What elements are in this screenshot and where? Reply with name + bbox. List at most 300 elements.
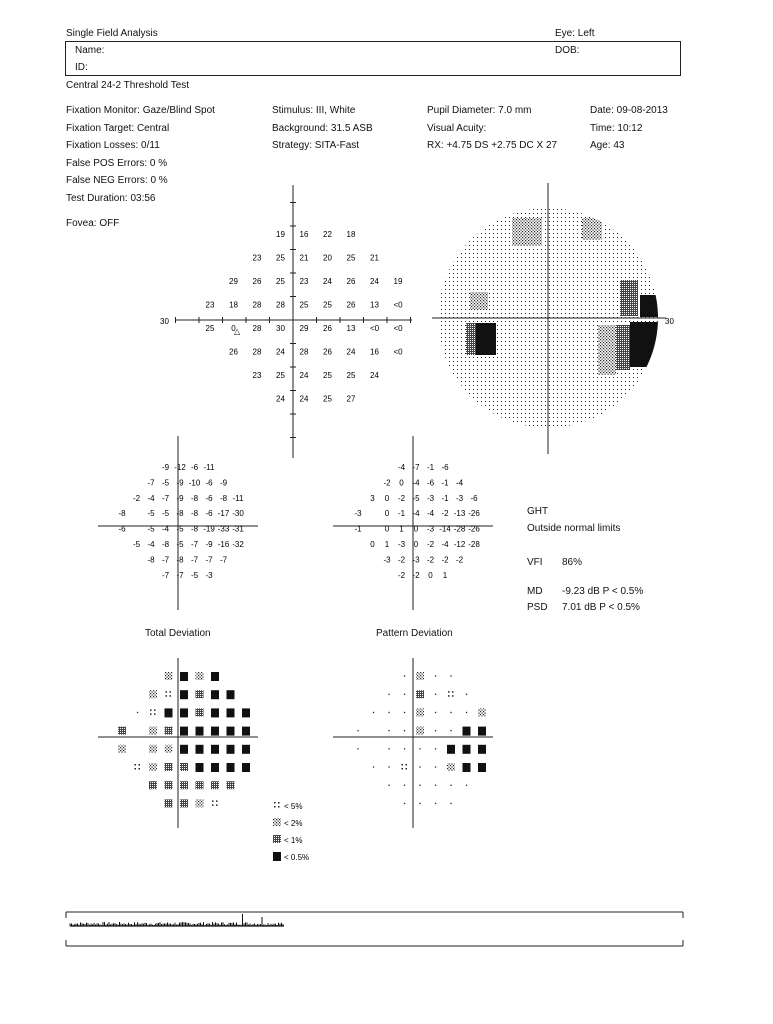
total-deviation-value: -12 bbox=[174, 463, 186, 472]
pattern-deviation-value: -5 bbox=[412, 493, 420, 503]
prob-symbol-m5 bbox=[274, 802, 280, 808]
prob-symbol-b bbox=[227, 690, 235, 699]
pattern-deviation-value: -1 bbox=[397, 509, 406, 519]
prob-symbol-m2 bbox=[416, 672, 424, 680]
threshold-value: <0 bbox=[393, 324, 403, 333]
prob-symbol-n bbox=[404, 712, 405, 713]
prob-symbol-m1 bbox=[165, 799, 173, 807]
total-deviation-value: -8 bbox=[176, 555, 184, 565]
pattern-deviation-value: 0 bbox=[384, 524, 390, 534]
threshold-value: 20 bbox=[323, 253, 332, 263]
pattern-deviation-value: -28 bbox=[468, 540, 480, 549]
prob-symbol-b bbox=[180, 708, 188, 717]
threshold-value: 18 bbox=[346, 230, 356, 239]
total-deviation-value: -4 bbox=[147, 540, 155, 549]
pattern-deviation-value: -1 bbox=[441, 478, 449, 488]
pattern-deviation-value: -4 bbox=[455, 478, 464, 488]
info-col1-1: Fixation Target: Central bbox=[66, 122, 170, 134]
pattern-deviation-value: -3 bbox=[354, 509, 362, 519]
threshold-value: 24 bbox=[370, 277, 379, 286]
pattern-deviation-value: -4 bbox=[397, 463, 406, 472]
prob-symbol-m1 bbox=[149, 781, 157, 789]
total-deviation-value: -5 bbox=[176, 524, 184, 534]
prob-symbol-n bbox=[450, 803, 451, 804]
pattern-deviation-value: -3 bbox=[426, 524, 435, 534]
prob-symbol-n bbox=[373, 712, 374, 713]
dob-label: DOB: bbox=[555, 45, 580, 56]
total-deviation-value: -8 bbox=[190, 509, 199, 519]
prob-symbol-b bbox=[180, 727, 188, 736]
pattern-deviation-value: -3 bbox=[426, 493, 435, 503]
info-col3-0: Pupil Diameter: 7.0 mm bbox=[427, 105, 532, 116]
prob-symbol-n bbox=[435, 748, 436, 749]
threshold-value: 25 bbox=[299, 300, 309, 310]
threshold-value: 25 bbox=[276, 253, 285, 263]
threshold-value: 24 bbox=[276, 394, 285, 404]
threshold-value: 13 bbox=[346, 324, 356, 333]
prob-symbol-n bbox=[435, 766, 436, 767]
threshold-value: 25 bbox=[323, 300, 332, 310]
threshold-value: 25 bbox=[323, 371, 332, 380]
report-title: Single Field Analysis bbox=[66, 28, 158, 39]
total-deviation-value: -11 bbox=[203, 463, 215, 472]
prob-symbol-m2 bbox=[416, 708, 424, 716]
pattern-deviation-value: -2 bbox=[426, 555, 435, 565]
pattern-deviation-value: 0 bbox=[413, 540, 419, 549]
threshold-value: 23 bbox=[205, 300, 215, 310]
info-col4-0: Date: 09-08-2013 bbox=[590, 105, 668, 116]
threshold-value: 0 bbox=[231, 324, 236, 333]
threshold-value: 16 bbox=[370, 347, 379, 357]
total-deviation-value: -17 bbox=[217, 509, 230, 519]
info-col2-1: Background: 31.5 ASB bbox=[272, 122, 373, 134]
prob-symbol-n bbox=[450, 675, 451, 676]
threshold-value: 13 bbox=[370, 300, 379, 310]
total-deviation-value: -5 bbox=[147, 509, 155, 519]
threshold-value: 22 bbox=[323, 230, 332, 239]
prob-symbol-m2 bbox=[478, 708, 486, 716]
threshold-value: 24 bbox=[370, 371, 379, 380]
total-deviation-value: -6 bbox=[205, 493, 213, 503]
threshold-value: 28 bbox=[299, 347, 309, 357]
pattern-deviation-value: -2 bbox=[397, 493, 406, 503]
threshold-value: 24 bbox=[276, 347, 285, 357]
prob-symbol-b bbox=[242, 727, 250, 736]
info-col4-2: Age: 43 bbox=[590, 140, 625, 151]
total-deviation-value: -8 bbox=[190, 493, 199, 503]
total-deviation-value: -8 bbox=[118, 509, 126, 519]
info-col3-2: RX: +4.75 DS +2.75 DC X 27 bbox=[427, 140, 558, 151]
prob-symbol-n bbox=[137, 712, 138, 713]
prob-symbol-m1 bbox=[180, 799, 188, 807]
prob-symbol-n bbox=[357, 748, 358, 749]
prob-symbol-n bbox=[466, 785, 467, 786]
prob-symbol-m5 bbox=[135, 764, 141, 770]
pattern-deviation-value: -26 bbox=[468, 524, 480, 534]
prob-symbol-m2 bbox=[273, 818, 281, 826]
info-col1-3: False POS Errors: 0 % bbox=[66, 157, 168, 169]
prob-symbol-m1 bbox=[211, 781, 219, 789]
prob-symbol-n bbox=[466, 712, 467, 713]
prob-symbol-m1 bbox=[196, 708, 204, 716]
pattern-deviation-value: -4 bbox=[426, 509, 435, 519]
total-deviation-value: -6 bbox=[190, 463, 199, 472]
prob-symbol-b bbox=[447, 745, 455, 754]
total-deviation-value: -9 bbox=[205, 540, 213, 549]
prob-symbol-n bbox=[404, 730, 405, 731]
total-deviation-value: -7 bbox=[190, 555, 199, 565]
threshold-value: 30 bbox=[276, 324, 285, 333]
pattern-deviation-value: -13 bbox=[453, 509, 466, 519]
gaze-trace bbox=[70, 914, 284, 926]
threshold-value: 21 bbox=[299, 253, 309, 263]
prob-symbol-m1 bbox=[118, 727, 126, 735]
prob-symbol-n bbox=[388, 748, 389, 749]
pattern-deviation-value: 3 bbox=[370, 493, 375, 503]
pattern-deviation-value: 0 bbox=[399, 478, 404, 488]
threshold-value: 25 bbox=[346, 253, 356, 263]
prob-symbol-n bbox=[388, 730, 389, 731]
pattern-deviation-value: -28 bbox=[453, 524, 466, 534]
blind-spot-marker: △ bbox=[234, 327, 241, 336]
total-deviation-value: -5 bbox=[176, 540, 184, 549]
prob-symbol-b bbox=[227, 763, 235, 772]
pattern-deviation-value: -2 bbox=[441, 555, 449, 565]
prob-symbol-b bbox=[211, 690, 219, 699]
prob-symbol-b bbox=[273, 852, 281, 861]
pattern-deviation-value: -2 bbox=[426, 540, 435, 549]
axis-label-left: 30 bbox=[160, 317, 169, 326]
total-deviation-value: -7 bbox=[147, 478, 155, 488]
prob-symbol-m5 bbox=[212, 800, 218, 806]
prob-symbol-m1 bbox=[416, 690, 424, 698]
id-label: ID: bbox=[75, 62, 88, 73]
pattern-deviation-value: -1 bbox=[354, 524, 362, 534]
threshold-value: 26 bbox=[252, 277, 262, 286]
threshold-value: 24 bbox=[323, 277, 332, 286]
total-deviation-value: -7 bbox=[161, 493, 170, 503]
threshold-value: 19 bbox=[393, 277, 403, 286]
prob-symbol-n bbox=[435, 694, 436, 695]
threshold-value: 23 bbox=[299, 277, 309, 286]
pattern-deviation-value: 1 bbox=[384, 540, 390, 549]
prob-symbol-b bbox=[478, 745, 486, 754]
prob-symbol-b bbox=[242, 708, 250, 717]
prob-symbol-b bbox=[463, 745, 471, 754]
pattern-deviation-value: -3 bbox=[383, 555, 391, 565]
prob-symbol-n bbox=[419, 785, 420, 786]
threshold-value: 21 bbox=[370, 253, 379, 263]
threshold-value: 24 bbox=[346, 347, 356, 357]
pattern-deviation-value: -3 bbox=[412, 555, 420, 565]
total-deviation-value: -19 bbox=[203, 524, 215, 534]
threshold-value: 26 bbox=[323, 324, 332, 333]
prob-symbol-m2 bbox=[416, 727, 424, 735]
total-deviation-value: -7 bbox=[161, 570, 170, 580]
pattern-deviation-value: -1 bbox=[426, 463, 435, 472]
prob-symbol-n bbox=[435, 730, 436, 731]
total-deviation-value: -8 bbox=[147, 555, 155, 565]
total-deviation-value: -16 bbox=[217, 540, 230, 549]
prob-symbol-b bbox=[463, 763, 471, 772]
prob-symbol-b bbox=[478, 763, 486, 772]
total-deviation-value: -5 bbox=[132, 540, 141, 549]
prob-symbol-b bbox=[211, 708, 219, 717]
prob-symbol-b bbox=[242, 745, 250, 754]
prob-symbol-n bbox=[435, 712, 436, 713]
prob-symbol-n bbox=[466, 694, 467, 695]
prob-symbol-n bbox=[450, 712, 451, 713]
pattern-deviation-value: 0 bbox=[384, 493, 390, 503]
prob-symbol-m1 bbox=[165, 727, 173, 735]
prob-symbol-m5 bbox=[166, 691, 172, 697]
md-value: -9.23 dB P < 0.5% bbox=[562, 586, 644, 597]
total-deviation-value: -6 bbox=[205, 509, 213, 519]
prob-symbol-b bbox=[165, 708, 173, 717]
psd-label: PSD bbox=[527, 602, 548, 613]
threshold-value: 26 bbox=[229, 347, 238, 357]
prob-symbol-n bbox=[388, 766, 389, 767]
info-col2-2: Strategy: SITA-Fast bbox=[272, 140, 360, 151]
ght-value: Outside normal limits bbox=[527, 523, 621, 534]
threshold-value: <0 bbox=[393, 347, 403, 357]
pattern-deviation-value: -2 bbox=[455, 555, 464, 565]
total-deviation-value: -30 bbox=[232, 509, 244, 519]
pattern-deviation-value: -4 bbox=[441, 540, 449, 549]
prob-symbol-b bbox=[227, 727, 235, 736]
threshold-value: 26 bbox=[346, 300, 356, 310]
threshold-value: 19 bbox=[276, 230, 285, 239]
prob-symbol-b bbox=[211, 672, 219, 681]
threshold-value: 26 bbox=[346, 277, 356, 286]
threshold-value: 27 bbox=[346, 394, 356, 404]
prob-symbol-b bbox=[227, 745, 235, 754]
prob-symbol-b bbox=[180, 745, 188, 754]
total-deviation-value: -8 bbox=[190, 524, 199, 534]
total-deviation-value: -6 bbox=[118, 524, 126, 534]
prob-symbol-b bbox=[211, 763, 219, 772]
total-deviation-value: -9 bbox=[219, 478, 228, 488]
prob-symbol-m2 bbox=[165, 745, 173, 753]
total-deviation-value: -8 bbox=[176, 509, 184, 519]
prob-symbol-m2 bbox=[196, 672, 204, 680]
total-deviation-value: -5 bbox=[190, 570, 199, 580]
total-deviation-value: -7 bbox=[176, 570, 184, 580]
pattern-deviation-value: 0 bbox=[413, 524, 419, 534]
threshold-value: <0 bbox=[369, 324, 380, 333]
pattern-deviation-value: 1 bbox=[442, 570, 448, 580]
total-deviation-value: -7 bbox=[219, 555, 228, 565]
threshold-value: 16 bbox=[299, 230, 309, 239]
threshold-value: 18 bbox=[229, 300, 238, 310]
prob-symbol-m5 bbox=[448, 691, 454, 697]
legend-label-0: < 5% bbox=[284, 802, 303, 811]
prob-symbol-b bbox=[196, 727, 204, 736]
prob-symbol-m5 bbox=[150, 709, 156, 715]
prob-symbol-n bbox=[435, 785, 436, 786]
pattern-deviation-value: -2 bbox=[397, 555, 406, 565]
total-deviation-value: -32 bbox=[232, 540, 244, 549]
pattern-deviation-value: -6 bbox=[426, 478, 435, 488]
total-deviation-value: -6 bbox=[205, 478, 213, 488]
total-deviation-value: -5 bbox=[147, 524, 155, 534]
grayscale-map bbox=[432, 183, 666, 454]
total-deviation-value: -10 bbox=[188, 478, 201, 488]
prob-symbol-n bbox=[404, 803, 405, 804]
pattern-deviation-value: -2 bbox=[412, 570, 420, 580]
threshold-value: 28 bbox=[252, 324, 262, 333]
pattern-deviation-value: -26 bbox=[468, 509, 480, 519]
prob-symbol-m5 bbox=[402, 764, 408, 770]
pattern-deviation-value: 0 bbox=[428, 570, 433, 580]
total-deviation-title: Total Deviation bbox=[145, 628, 211, 639]
vfi-value: 86% bbox=[562, 557, 583, 568]
prob-symbol-m2 bbox=[165, 672, 173, 680]
pattern-deviation-value: -3 bbox=[455, 493, 464, 503]
threshold-value: 23 bbox=[252, 253, 262, 263]
prob-symbol-n bbox=[357, 730, 358, 731]
total-deviation-value: -5 bbox=[161, 509, 170, 519]
threshold-value: 23 bbox=[252, 371, 262, 380]
threshold-value: 28 bbox=[276, 300, 285, 310]
prob-symbol-m1 bbox=[227, 781, 235, 789]
threshold-value: 28 bbox=[252, 347, 262, 357]
prob-symbol-b bbox=[478, 727, 486, 736]
threshold-value: 26 bbox=[323, 347, 332, 357]
pattern-deviation-value: -12 bbox=[453, 540, 466, 549]
prob-symbol-n bbox=[388, 712, 389, 713]
pattern-deviation-value: -4 bbox=[412, 509, 420, 519]
prob-symbol-n bbox=[450, 785, 451, 786]
gaze-tracking-box bbox=[66, 912, 683, 946]
total-deviation-value: -4 bbox=[147, 493, 155, 503]
prob-symbol-b bbox=[196, 763, 204, 772]
prob-symbol-b bbox=[196, 745, 204, 754]
prob-symbol-m1 bbox=[273, 835, 281, 843]
prob-symbol-b bbox=[211, 745, 219, 754]
info-col2-0: Stimulus: III, White bbox=[272, 105, 356, 116]
prob-symbol-m2 bbox=[447, 763, 455, 771]
pattern-deviation-value: -14 bbox=[439, 524, 451, 534]
total-deviation-value: -2 bbox=[132, 493, 141, 503]
prob-symbol-n bbox=[404, 785, 405, 786]
pattern-deviation-value: -6 bbox=[441, 463, 449, 472]
prob-symbol-m1 bbox=[180, 763, 188, 771]
total-deviation-value: -8 bbox=[219, 493, 228, 503]
prob-symbol-b bbox=[463, 727, 471, 736]
prob-symbol-m2 bbox=[149, 727, 157, 735]
pattern-deviation-value: 0 bbox=[384, 509, 390, 519]
psd-value: 7.01 dB P < 0.5% bbox=[562, 602, 640, 613]
prob-symbol-n bbox=[404, 694, 405, 695]
prob-symbol-b bbox=[180, 690, 188, 699]
info-col1-0: Fixation Monitor: Gaze/Blind Spot bbox=[66, 105, 215, 116]
prob-symbol-b bbox=[227, 708, 235, 717]
prob-symbol-n bbox=[419, 766, 420, 767]
total-deviation-value: -8 bbox=[161, 540, 170, 549]
prob-symbol-n bbox=[404, 748, 405, 749]
prob-symbol-n bbox=[373, 766, 374, 767]
vfi-label: VFI bbox=[527, 557, 543, 568]
total-deviation-value: -11 bbox=[232, 493, 244, 503]
total-deviation-value: -33 bbox=[217, 524, 230, 534]
test-name: Central 24-2 Threshold Test bbox=[66, 80, 190, 91]
pattern-deviation-value: -6 bbox=[470, 493, 478, 503]
md-label: MD bbox=[527, 586, 543, 597]
prob-symbol-b bbox=[242, 763, 250, 772]
total-deviation-value: -3 bbox=[205, 570, 213, 580]
pattern-deviation-value: -1 bbox=[441, 493, 449, 503]
threshold-value: 25 bbox=[276, 277, 285, 286]
prob-symbol-m2 bbox=[149, 745, 157, 753]
threshold-value: 29 bbox=[299, 324, 309, 333]
axis-label-right: 30 bbox=[665, 317, 674, 326]
threshold-value: <0 bbox=[393, 300, 403, 310]
threshold-value: 29 bbox=[229, 277, 238, 286]
threshold-value: 25 bbox=[276, 371, 285, 380]
threshold-value: 25 bbox=[346, 371, 356, 380]
total-deviation-value: -9 bbox=[176, 478, 184, 488]
info-col1-2: Fixation Losses: 0/11 bbox=[66, 140, 160, 151]
prob-symbol-m2 bbox=[196, 799, 204, 807]
prob-symbol-m1 bbox=[165, 763, 173, 771]
info-col1-6: Fovea: OFF bbox=[66, 218, 120, 229]
prob-symbol-m2 bbox=[149, 690, 157, 698]
prob-symbol-m1 bbox=[180, 781, 188, 789]
prob-symbol-n bbox=[435, 803, 436, 804]
prob-symbol-n bbox=[435, 675, 436, 676]
total-deviation-value: -31 bbox=[232, 524, 244, 534]
threshold-value: 24 bbox=[299, 371, 309, 380]
prob-symbol-n bbox=[404, 675, 405, 676]
prob-symbol-n bbox=[419, 803, 420, 804]
prob-symbol-m2 bbox=[118, 745, 126, 753]
pattern-deviation-value: 0 bbox=[370, 540, 375, 549]
pattern-deviation-value: -4 bbox=[412, 478, 420, 488]
threshold-value: 25 bbox=[205, 324, 215, 333]
legend-label-2: < 1% bbox=[284, 836, 303, 845]
prob-symbol-b bbox=[180, 672, 188, 681]
pattern-deviation-value: -2 bbox=[441, 509, 449, 519]
prob-symbol-n bbox=[388, 694, 389, 695]
total-deviation-value: -4 bbox=[161, 524, 170, 534]
threshold-value: 28 bbox=[252, 300, 262, 310]
legend-label-1: < 2% bbox=[284, 819, 303, 828]
pattern-deviation-title: Pattern Deviation bbox=[376, 628, 453, 639]
info-col1-4: False NEG Errors: 0 % bbox=[66, 175, 168, 186]
pattern-deviation-value: -3 bbox=[397, 540, 406, 549]
prob-symbol-n bbox=[388, 785, 389, 786]
info-col3-1: Visual Acuity: bbox=[427, 122, 487, 134]
ght-label: GHT bbox=[527, 506, 549, 517]
total-deviation-value: -7 bbox=[161, 555, 170, 565]
total-deviation-value: -7 bbox=[205, 555, 213, 565]
prob-symbol-m1 bbox=[196, 781, 204, 789]
total-deviation-value: -5 bbox=[161, 478, 170, 488]
legend-label-3: < 0.5% bbox=[284, 853, 310, 862]
pattern-deviation-value: -7 bbox=[412, 463, 420, 472]
eye-label: Eye: Left bbox=[555, 28, 595, 39]
prob-symbol-n bbox=[419, 748, 420, 749]
total-deviation-value: -7 bbox=[190, 540, 199, 549]
total-deviation-value: -9 bbox=[176, 493, 184, 503]
pattern-deviation-value: -2 bbox=[397, 570, 406, 580]
prob-symbol-m1 bbox=[196, 690, 204, 698]
pattern-deviation-value: -2 bbox=[383, 478, 391, 488]
prob-symbol-b bbox=[211, 727, 219, 736]
info-col1-5: Test Duration: 03:56 bbox=[66, 192, 156, 204]
threshold-value: 25 bbox=[323, 394, 332, 404]
